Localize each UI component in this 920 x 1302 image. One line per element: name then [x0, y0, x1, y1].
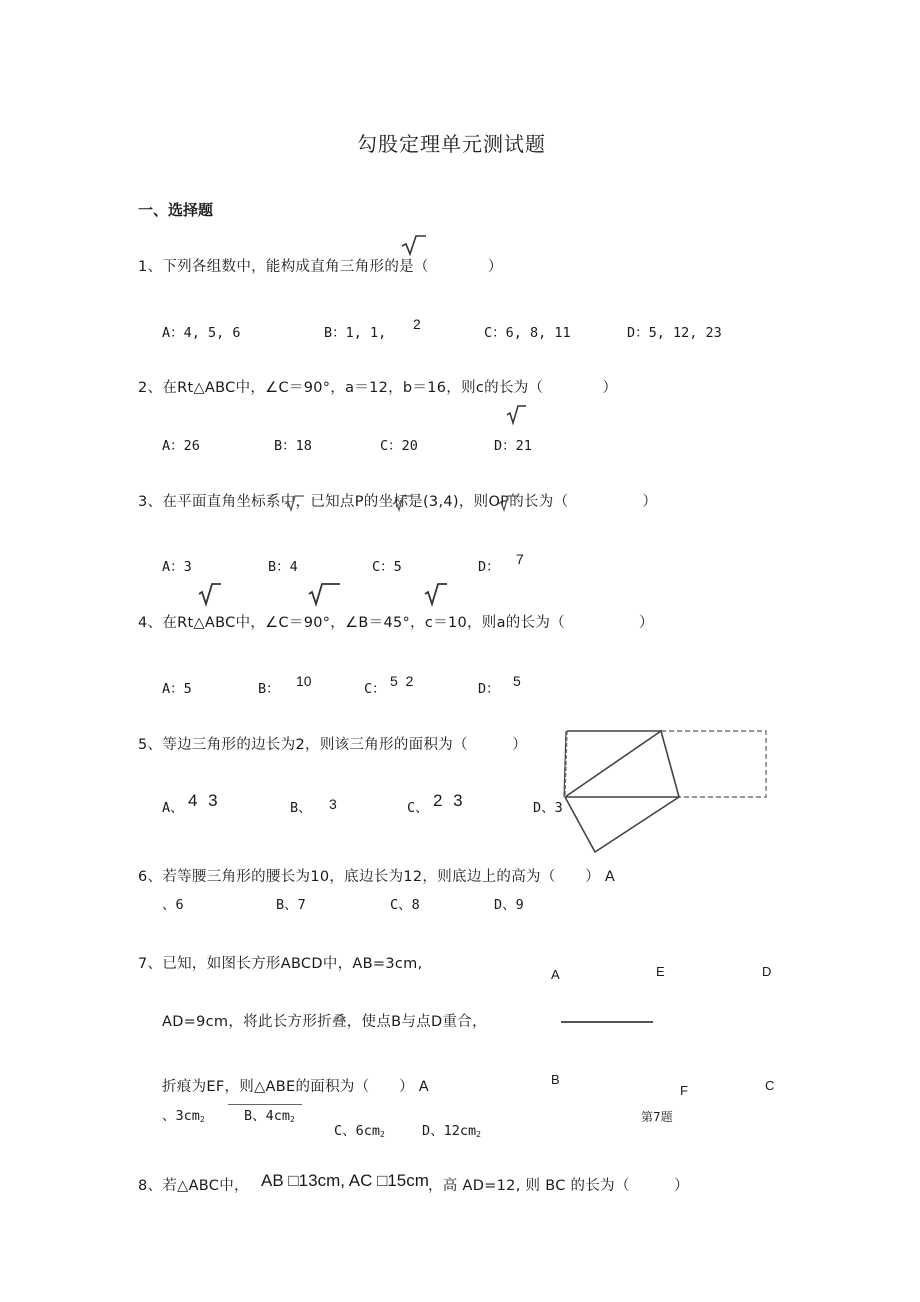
question-6-option-b: B、7: [276, 897, 306, 913]
figure-label-b: B: [551, 1072, 560, 1087]
question-2-option-b: B：18: [274, 438, 312, 454]
question-1-option-c: C：6, 8, 11: [484, 325, 571, 341]
question-8-suffix: ，高 AD=12, 则 BC 的长为（ ）: [428, 1178, 689, 1194]
question-3-option-d-radicand: 7: [516, 551, 524, 567]
question-2-option-a: A：26: [162, 438, 200, 454]
question-4-option-a: A：5: [162, 681, 192, 697]
question-7-line-3: 折痕为EF，则△ABE的面积为（ ） A: [162, 1079, 430, 1095]
question-1-text: 1、下列各组数中，能构成直角三角形的是（ ）: [138, 259, 503, 275]
question-4-text: 4、在Rt△ABC中，∠C＝90°，∠B＝45°，c＝10，则a的长为（ ）: [138, 615, 654, 631]
figure-label-e: E: [656, 964, 665, 979]
section-heading: 一、选择题: [138, 201, 214, 219]
question-5-option-a-value: 4 3: [188, 791, 218, 810]
question-3-option-c: C：5: [372, 559, 402, 575]
question-4-option-d: D：: [478, 681, 500, 697]
question-2-option-d: D：21: [494, 438, 532, 454]
question-5-option-d: D、3: [533, 800, 563, 816]
question-1-option-b: B：1, 1,: [324, 325, 387, 341]
question-5-option-c: C、: [407, 800, 429, 816]
question-3-option-d: D：: [478, 559, 500, 575]
question-6-option-a: 、6: [162, 897, 184, 913]
question-5-option-c-value: 2 3: [433, 791, 463, 810]
question-1-option-a: A：4, 5, 6: [162, 325, 241, 341]
question-4-option-b-radicand: 10: [296, 673, 312, 689]
figure-label-a: A: [551, 967, 560, 982]
question-6-option-d: D、9: [494, 897, 524, 913]
figure-line: [561, 1021, 653, 1023]
question-7-option-a: 、$3cm_2$: [162, 1108, 205, 1124]
question-2-text: 2、在Rt△ABC中，∠C＝90°，a＝12，b＝16，则c的长为（ ）: [138, 380, 618, 396]
figure-label-d: D: [762, 964, 772, 979]
question-5-option-a: A、: [162, 800, 184, 816]
question-7-line-2: AD=9cm，将此长方形折叠，使点B与点D重合，: [162, 1014, 487, 1030]
question-5-option-b: B、: [290, 800, 312, 816]
figure-label-f: F: [680, 1083, 688, 1098]
page-title: 勾股定理单元测试题: [357, 132, 546, 156]
question-4-option-c-value: 5 2: [390, 673, 414, 689]
question-8-expression: AB □13cm, AC □15cm: [261, 1171, 429, 1190]
question-7-option-b: B、$4cm_2$: [244, 1108, 295, 1124]
question-5-text: 5、等边三角形的边长为2，则该三角形的面积为（ ）: [138, 737, 528, 753]
figure-label-c: C: [765, 1078, 775, 1093]
question-7-line-1: 7、已知，如图长方形ABCD中，AB=3cm,: [138, 956, 423, 972]
question-7-option-c: C、$6cm_2$: [334, 1123, 385, 1139]
question-1-option-b-radicand: 2: [413, 316, 421, 332]
question-3-text: 3、在平面直角坐标系中，已知点P的坐标是(3,4)，则OP的长为（ ）: [138, 494, 658, 510]
question-2-option-c: C：20: [380, 438, 418, 454]
question-3-option-a: A：3: [162, 559, 192, 575]
question-4-option-c: C：: [364, 681, 386, 697]
question-4-option-d-radicand: 5: [513, 673, 521, 689]
question-8-prefix: 8、若△ABC中，: [138, 1178, 249, 1194]
question-1-option-d: D：5, 12, 23: [627, 325, 722, 341]
question-5-option-b-value: 3: [329, 796, 337, 812]
question-3-option-b: B：4: [268, 559, 298, 575]
question-6-option-c: C、8: [390, 897, 420, 913]
question-6-text: 6、若等腰三角形的腰长为10，底边长为12，则底边上的高为（ ） A: [138, 869, 616, 885]
question-7-option-d: D、$12cm_2$: [422, 1123, 481, 1139]
question-4-option-b: B：: [258, 681, 280, 697]
figure-caption: 第7题: [641, 1110, 673, 1124]
